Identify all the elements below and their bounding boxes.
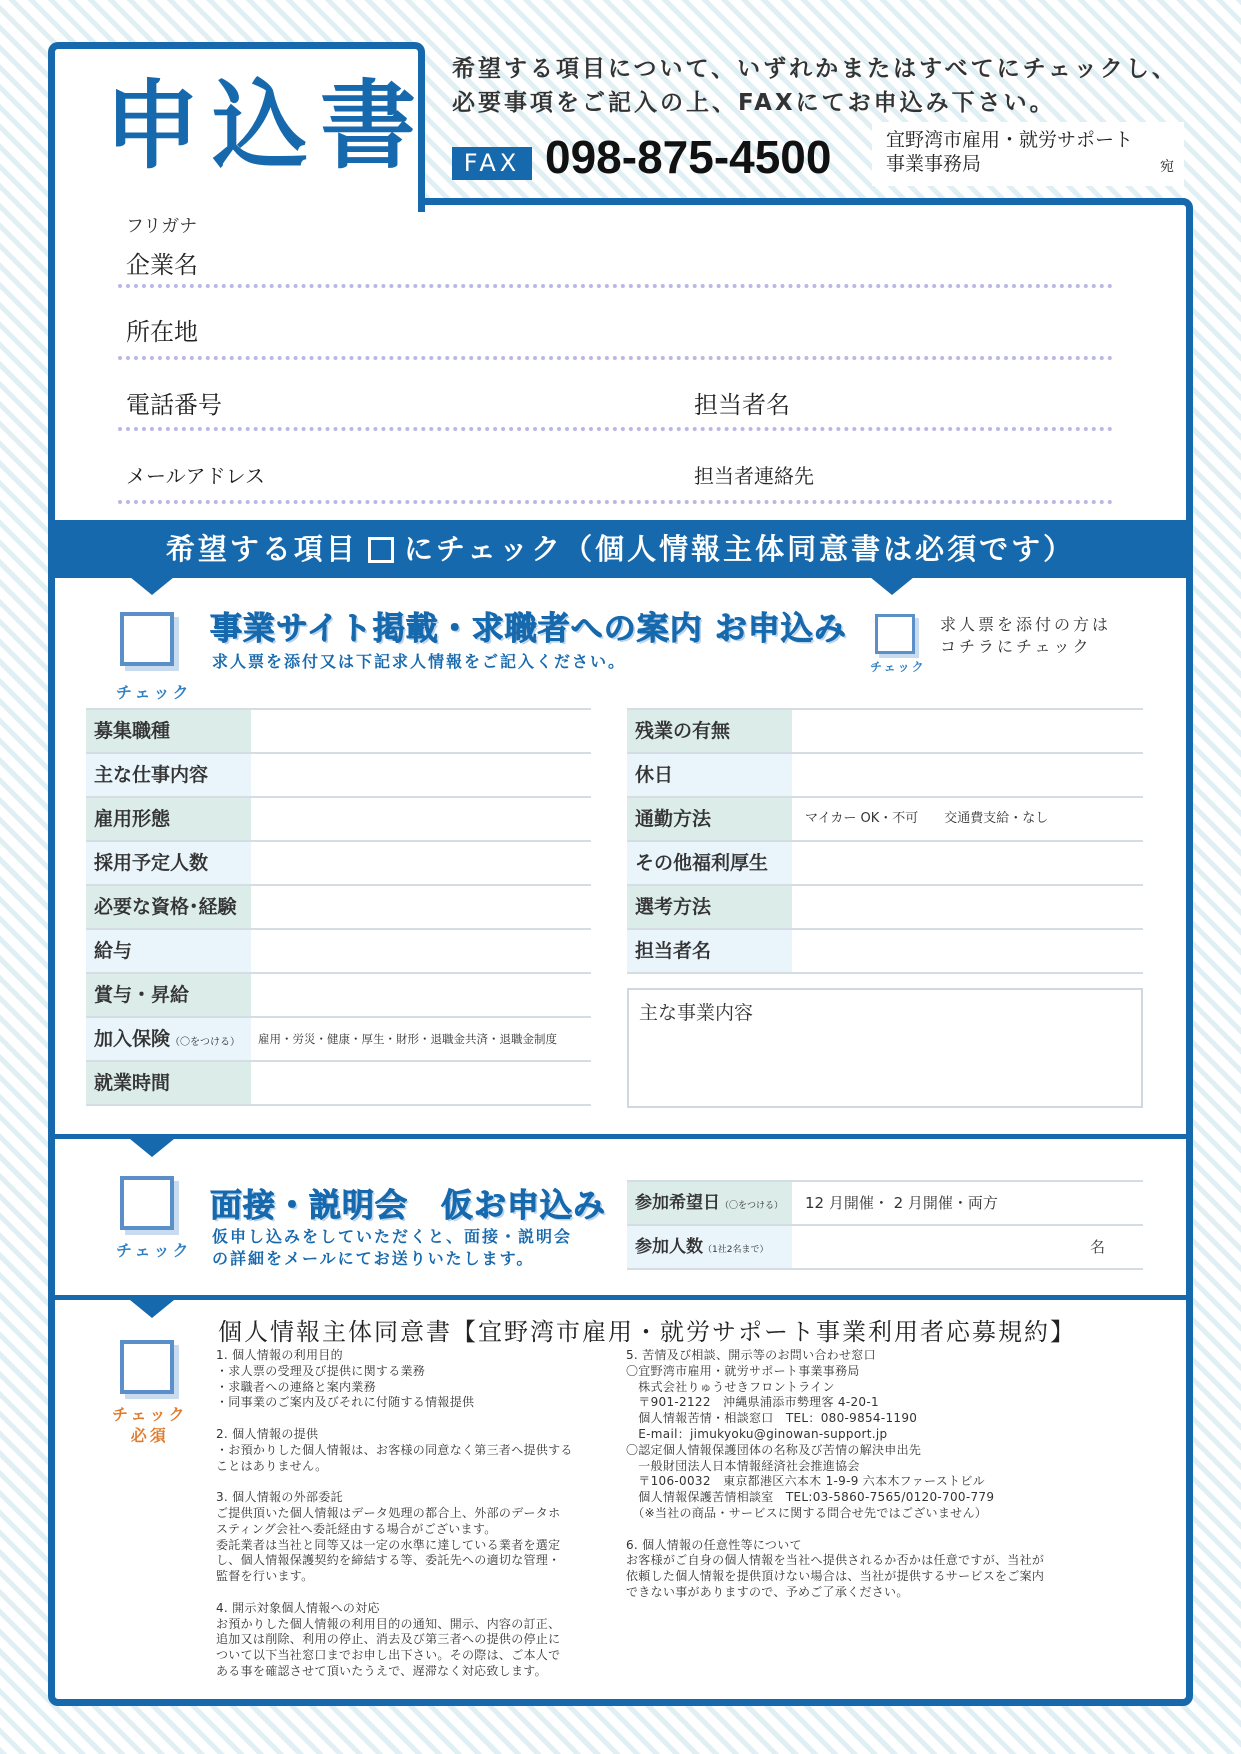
- attach-check-label: チェック: [870, 660, 926, 674]
- furigana-label: フリガナ: [126, 216, 198, 237]
- field-input[interactable]: [805, 710, 1143, 752]
- field-label: [86, 1062, 251, 1104]
- phone-contact-field[interactable]: [118, 427, 1113, 431]
- field-label-text: 参加人数: [635, 1237, 703, 1257]
- attach-jobsheet-checkbox[interactable]: [875, 614, 915, 654]
- field-input[interactable]: [805, 842, 1143, 884]
- field-label: [86, 798, 251, 840]
- field-label: [86, 754, 251, 796]
- field-label: [86, 930, 251, 972]
- field-label: [627, 1182, 792, 1224]
- instruction-band: [55, 520, 1186, 578]
- table-row: [86, 710, 591, 754]
- band-arrow-right: [870, 577, 914, 595]
- table-row: [627, 1226, 1143, 1270]
- field-input[interactable]: 名: [1089, 1238, 1105, 1256]
- field-label-text: 雇用形態: [94, 808, 171, 830]
- field-label-text: 参加希望日: [635, 1193, 720, 1213]
- field-label: 通勤方法: [627, 798, 792, 840]
- table-row: [627, 710, 1143, 754]
- destination-name: 宜野湾市雇用・就労サポート 事業事務局: [886, 129, 1134, 175]
- field-label: [86, 886, 251, 928]
- field-input[interactable]: 12 月開催・ 2 月開催・両方: [805, 1194, 998, 1212]
- destination-suffix: 宛: [1160, 159, 1174, 175]
- table-row: [627, 798, 1143, 842]
- field-label: [627, 1226, 792, 1268]
- section-divider-2: [55, 1295, 1186, 1300]
- seminar-table: [627, 1180, 1143, 1270]
- phone-label: 電話番号: [126, 391, 222, 419]
- divider-arrow: [130, 1139, 174, 1157]
- contact-info-label: 担当者連絡先: [694, 464, 814, 488]
- field-input[interactable]: [805, 754, 1143, 796]
- table-row: [627, 930, 1143, 974]
- field-label-text: 給与: [94, 940, 133, 962]
- privacy-text-left: 1. 個人情報の利用目的 ・求人票の受理及び提供に関する業務 ・求職者への連絡と案内業務 ・同事業のご案内及びそれに付随する情報提供 2. 個人情報の提供 ・お預かりした個人情報は、お客様の同意なく第三者へ提供する ことはありません。 3. 個人情報の外部委託 ご提供頂いた個人情報はデータ処理の都合上、外部のデータホ スティング会社へ委託経由する場合がございます。 委託業者は当社と同等又は一定の水準に達している業者を選定 し、個人情報保護契約を締結する等、委託先への適切な管理・ 監督を行います。 4. 開示対象個人情報への対応 お預かりした個人情報の利用目的の通知、開示、内容の訂正、 追加又は削除、利用の停止、消去及び第三者への提供の停止に ついて以下当社窓口までお申し出下さい。その際は、ご本人で ある事を確認させて頂いたうえで、遅滞なく対応致します。: [216, 1348, 573, 1678]
- table-row: [86, 1062, 591, 1106]
- band-text-after: にチェック（個人情報主体同意書は必須です）: [403, 532, 1076, 566]
- table-row: [627, 1182, 1143, 1226]
- field-label: 休日: [627, 754, 792, 796]
- section1-checkbox[interactable]: [120, 612, 174, 666]
- field-label: その他福利厚生: [627, 842, 792, 884]
- table-row: [86, 930, 591, 974]
- fax-label: FAX: [452, 147, 532, 180]
- section1-title: 事業サイト掲載・求職者への案内 お申込み: [210, 609, 847, 647]
- field-input[interactable]: [258, 930, 591, 972]
- address-label: 所在地: [126, 318, 198, 346]
- field-input[interactable]: [258, 710, 591, 752]
- business-description-field[interactable]: [627, 988, 1143, 1108]
- field-input[interactable]: [258, 974, 591, 1016]
- section2-subtitle: 仮申し込みをしていただくと、面接・説明会 の詳細をメールにてお送りいたします。: [212, 1227, 573, 1268]
- divider-arrow-2: [130, 1300, 174, 1318]
- instruction-text: 希望する項目について、いずれかまたはすべてにチェックし、必要事項をご記入の上、FAXにてお申込み下さい。: [452, 56, 1178, 116]
- field-input[interactable]: 雇用・労災・健康・厚生・財形・退職金共済・退職金制度: [258, 1032, 557, 1046]
- table-row: [86, 1018, 591, 1062]
- field-input[interactable]: [805, 886, 1143, 928]
- field-input[interactable]: [258, 842, 591, 884]
- email-contact-field[interactable]: [118, 500, 1113, 504]
- field-label-text: 賞与・昇給: [94, 984, 190, 1006]
- field-input[interactable]: マイカー OK・不可 交通費支給・なし: [805, 811, 1049, 826]
- section2-check-label: チェック: [116, 1241, 192, 1260]
- company-name-label: 企業名: [126, 251, 198, 279]
- business-description-label: 主な事業内容: [639, 1002, 754, 1024]
- attach-note: 求人票を添付の方は コチラにチェック: [940, 615, 1112, 656]
- field-input[interactable]: [258, 754, 591, 796]
- field-label-text: 就業時間: [94, 1072, 171, 1094]
- company-name-field[interactable]: [118, 284, 1113, 288]
- field-label-text: 採用予定人数: [94, 852, 209, 874]
- field-input[interactable]: [258, 1062, 591, 1104]
- section2-title: 面接・説明会 仮お申込み: [210, 1186, 607, 1224]
- checkbox-sample-icon: [368, 537, 394, 563]
- table-row: [627, 842, 1143, 886]
- band-arrow-left: [130, 577, 174, 595]
- field-label: [86, 1018, 251, 1060]
- table-row: [86, 886, 591, 930]
- privacy-check-required-label: チェック 必須: [112, 1405, 188, 1445]
- field-label: [86, 974, 251, 1016]
- privacy-title: 個人情報主体同意書【宜野湾市雇用・就労サポート事業利用者応募規約】: [218, 1318, 1076, 1346]
- field-label-text: 主な仕事内容: [94, 764, 209, 786]
- table-row: [86, 842, 591, 886]
- band-text-before: 希望する項目: [165, 532, 358, 566]
- field-label-text: 必要な資格･経験: [94, 896, 237, 918]
- field-label: 選考方法: [627, 886, 792, 928]
- privacy-consent-checkbox[interactable]: [120, 1340, 174, 1394]
- field-label: 残業の有無: [627, 710, 792, 752]
- job-info-table-left: [86, 708, 591, 1106]
- field-label: [86, 842, 251, 884]
- contact-person-label: 担当者名: [694, 391, 790, 419]
- section1-subtitle: 求人票を添付又は下記求人情報をご記入ください。: [212, 652, 627, 671]
- field-input[interactable]: [258, 886, 591, 928]
- field-input[interactable]: [258, 798, 591, 840]
- field-label-note: （〇をつける）: [720, 1201, 784, 1211]
- field-label: 担当者名: [627, 930, 792, 972]
- privacy-text-right: 5. 苦情及び相談、開示等のお問い合わせ窓口 〇宜野湾市雇用・就労サポート事業事務局 株式会社りゅうせきフロントライン 〒901-2122 沖縄県浦添市勢理客 4-20-1 個人情報苦情・相談窓口 TEL：080-9854-1190 E-mail：jimukyoku@ginowan-support.jp 〇認定個人情報保護団体の名称及び苦情の解決申出先 一般財団法人日本情報経済社会推進協会 〒106-0032 東京都港区六本木 1-9-9 六本木ファーストビル 個人情報保護苦情相談室 TEL:03-5860-7565/0120-700-779 （※当社の商品・サービスに関する問合せ先ではございません） 6. 個人情報の任意性等について お客様がご自身の個人情報を当社へ提供されるか否かは任意ですが、当社が 依頼した個人情報を提供頂けない場合は、当社が提供するサービスをご案内 できない事がありますので、予めご了承ください。: [626, 1348, 1045, 1599]
- field-label-text: 募集職種: [94, 720, 171, 742]
- table-row: [627, 754, 1143, 798]
- table-row: [86, 798, 591, 842]
- job-info-table-right: [627, 708, 1143, 974]
- section-divider: [55, 1134, 1186, 1139]
- field-input[interactable]: [805, 930, 1143, 972]
- page-title: 申込書: [104, 70, 428, 182]
- section1-check-label: チェック: [116, 683, 192, 702]
- field-label-note: （1社2名まで）: [703, 1245, 769, 1255]
- field-label: [86, 710, 251, 752]
- table-row: [627, 886, 1143, 930]
- fax-number: 098-875-4500: [545, 131, 832, 183]
- field-label-text: 加入保険: [94, 1028, 171, 1050]
- table-row: [86, 974, 591, 1018]
- section2-checkbox[interactable]: [120, 1176, 174, 1230]
- address-field[interactable]: [118, 356, 1113, 360]
- email-label: メールアドレス: [126, 464, 265, 488]
- field-label-note: （〇をつける）: [170, 1037, 241, 1048]
- table-row: [86, 754, 591, 798]
